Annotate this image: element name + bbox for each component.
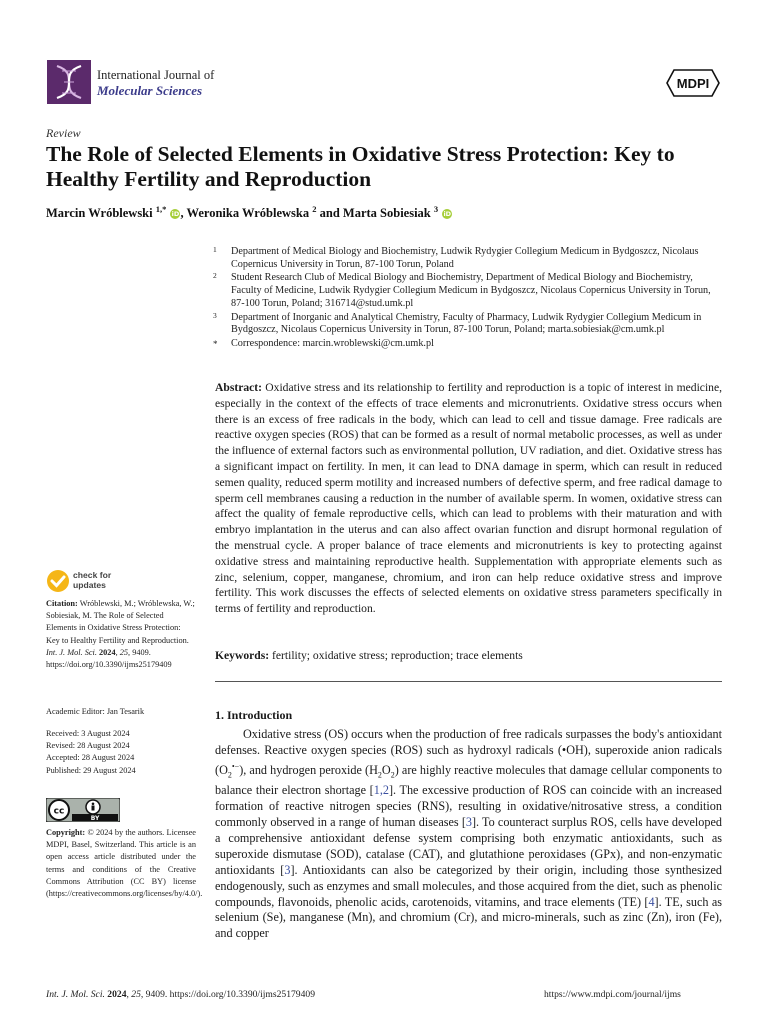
intro-text: Oxidative stress (OS) occurs when the production of free radicals surpasses the body's antioxidant defenses. Reactive oxygen species (ROS) such as hydroxyl radicals (•OH), superoxide anion radicals ( <box>215 727 722 777</box>
intro-text: ]. TE, such as selenium (Se), manganese (Mn), and chromium (Cr), and micro-minerals, such as zinc (Zn), iron (Fe), and copper <box>215 894 722 941</box>
abstract-label: Abstract: <box>215 381 263 394</box>
copyright-notice <box>46 827 203 900</box>
section-divider <box>215 681 722 682</box>
author-affiliation-ref: 1,* <box>155 204 167 214</box>
correspondence-text: Correspondence: marcin.wroblewski@cm.umk.pl <box>231 337 434 349</box>
keywords-label: Keywords: <box>215 649 270 662</box>
date-published: Published: 29 August 2024 <box>46 765 136 775</box>
affiliation-text: Department of Medical Biology and Biochemistry, Ludwik Rydygier Collegium Medicum in Bydgoszcz, Nicolaus Copernicus University in Torun, 87-100 Torun, Poland <box>231 246 699 270</box>
chem-h2o2: $H_2O_2$ <box>369 762 395 780</box>
reference-link[interactable]: 3 <box>465 815 472 830</box>
citation-doi[interactable]: , 9409. https://doi.org/10.3390/ijms25179409 <box>46 647 172 670</box>
check-for-updates-icon <box>46 569 70 593</box>
affiliation-item <box>213 312 725 337</box>
author-list <box>46 204 452 221</box>
cc-by-license-icon[interactable] <box>46 798 120 822</box>
check-for-updates-line2: updates <box>73 579 106 590</box>
affiliations <box>213 246 725 352</box>
abstract-text: Oxidative stress and its relationship to fertility and reproduction is a topic of interest in medicine, especially in the context of the effects of trace elements and micronutrients. Oxidative stress occurs when there is an excess of free radicals in the body, which can lead to cell and tissue damage. Free radicals are reactive oxygen species (ROS) that can be formed as a result of normal metabolic processes, as well as under the influence of external factors such as environmental pollution, UV radiation, and diet. Oxidative stress has a significant impact on fertility. In men, it can lead to DNA damage in sperm, which can result in reduced semen quality, reduced sperm motility and increased numbers of defective sperm, and free radical damage to sperm cell membranes causing a reduction in the number of available sperm. In women, oxidative stress can affect the quality of female reproductive cells, which can lead to problems with their maturation and with embryo implantation in the uterus and can also affect ovarian function and disrupt hormonal regulation of the menstrual cycle. A proper balance of trace elements and micronutrients is key to protecting against oxidative stress and maintaining reproductive health. Supplementation with appropriate elements such as zinc, selenium, copper, manganese, chromium, and iron can help reduce oxidative stress and improve fertility. This work discusses the effects of selected elements on oxidative stress parameters specifically in terms of fertility and reproduction. <box>215 381 723 616</box>
affiliation-text: Student Research Club of Medical Biology and Biochemistry, Department of Medical Biology and Biochemistry, Faculty of Medicine, Ludwik Rydygier Collegium Medicum in Bydgoszcz, Nicolaus Copernicus University in Torun, 87-100 Torun, Poland; 316714@stud.umk.pl <box>231 272 711 309</box>
mdpi-logo-text: MDPI <box>676 76 710 91</box>
footer-journal-url[interactable]: https://www.mdpi.com/journal/ijms <box>544 989 681 1000</box>
citation-block: Citation: Wróblewski, M.; Wróblewska, W.; Sobiesiak, M. The Role of Selected Elements in Oxidative Stress Protection: Key to Healthy Fertility and Reproduction. Int. J. Mol. Sci. 2024, 25, 9409. https://doi.org/10.3390/ijms25179409 <box>46 599 195 670</box>
intro-text: ]. Antioxidants can also be categorized by their origin, including those synthesized endogenously, such as enzymes and small molecules, and those acquired from the diet, such as phenolic compounds, flavonoids, phenolic acids, carotenoids, vitamins, and trace elements (TE) [ <box>215 862 722 909</box>
affiliation-number: 2 <box>213 271 217 281</box>
footer-volume: 25 <box>131 989 141 1000</box>
citation-text: Wróblewski, M.; Wróblewska, W.; Sobiesiak, M. The Role of Selected Elements in Oxidative Stress Protection: Key to Healthy Fertility and Reproduction. <box>46 599 195 645</box>
date-received: Received: 3 August 2024 <box>46 729 130 738</box>
reference-link[interactable]: 1,2 <box>373 783 389 798</box>
author-name[interactable]: Marcin Wróblewski <box>46 206 153 221</box>
citation-journal: Int. J. Mol. Sci. <box>46 647 97 657</box>
publication-dates <box>46 728 196 777</box>
reference-link[interactable]: 3 <box>284 862 291 877</box>
affiliation-item <box>213 272 725 310</box>
journal-name-line2: Molecular Sciences <box>97 83 203 98</box>
author-name[interactable]: Marta Sobiesiak <box>342 206 431 221</box>
footer-citation: Int. J. Mol. Sci. 2024, 25, 9409. https://doi.org/10.3390/ijms25179409 <box>46 989 315 1000</box>
orcid-icon[interactable]: iD <box>171 210 180 219</box>
citation-label: Citation: <box>46 599 78 608</box>
date-revised: Revised: 28 August 2024 <box>46 741 130 751</box>
intro-text: ), and hydrogen peroxide ( <box>239 762 370 777</box>
footer-journal: Int. J. Mol. Sci. <box>46 989 105 1000</box>
citation-volume: 25 <box>119 647 129 657</box>
correspondence-marker: * <box>213 338 218 349</box>
journal-name <box>97 68 214 98</box>
affiliation-number: 3 <box>213 310 217 320</box>
abstract <box>215 380 722 617</box>
affiliation-item <box>213 246 725 271</box>
author-separator: and <box>316 206 343 221</box>
journal-name-line1: International Journal of <box>97 68 215 82</box>
author-affiliation-ref: 3 <box>433 204 439 214</box>
article-type: Review <box>46 126 81 140</box>
intro-text: ) are highly reactive molecules that damage cellular components to balance their electron shortage [ <box>215 762 722 798</box>
intro-text: ]. To counteract surplus ROS, cells have developed a comprehensive antioxidant defense system comprising both enzymatic antioxidants, such as superoxide dismutase (SOD), catalase (CAT), and glutathione peroxidases (GPx), and non-enzymatic antioxidants [ <box>215 815 722 877</box>
journal-logo-icon <box>47 60 91 104</box>
reference-link[interactable]: 4 <box>648 894 655 909</box>
section-heading-introduction: 1. Introduction <box>215 708 293 722</box>
affiliation-text: Department of Inorganic and Analytical Chemistry, Faculty of Pharmacy, Ludwik Rydygier Collegium Medicum in Bydgoszcz, Nicolaus Copernicus University in Torun, 87-100 Torun, Poland; marta.sobiesiak@cm.umk.pl <box>231 311 702 336</box>
academic-editor: Academic Editor: Jan Tesarik <box>46 707 145 716</box>
check-for-updates-line1: check for <box>73 570 112 580</box>
affiliation-number: 1 <box>213 245 217 254</box>
mdpi-logo-icon[interactable] <box>666 68 720 98</box>
article-title: The Role of Selected Elements in Oxidative Stress Protection: Key to Healthy Fertility and Reproduction <box>46 142 675 191</box>
correspondence-item <box>213 338 725 351</box>
chem-o2: $O_2^{•-}$ <box>219 761 240 780</box>
author-affiliation-ref: 2 <box>312 204 317 214</box>
date-accepted: Accepted: 28 August 2024 <box>46 753 135 763</box>
check-for-updates-badge[interactable] <box>46 569 166 593</box>
introduction-paragraph <box>215 727 722 942</box>
author-separator: , <box>180 206 187 221</box>
orcid-icon[interactable]: iD <box>443 210 452 219</box>
footer-doi[interactable]: , 9409. https://doi.org/10.3390/ijms25179409 <box>140 989 315 1000</box>
cc-label: cc <box>53 806 65 817</box>
keywords-text: fertility; oxidative stress; reproduction; trace elements <box>272 649 523 662</box>
intro-text: ]. The excessive production of ROS can coincide with an increased formation of reactive nitrogen species (RNS), resulting in oxidative/nitrosative stress, a condition commonly observed in a range of human diseases [ <box>215 783 723 830</box>
by-label: BY <box>90 815 100 822</box>
author-name[interactable]: Weronika Wróblewska <box>186 206 310 221</box>
copyright-label: Copyright: <box>46 828 86 837</box>
copyright-text: © 2024 by the authors. Licensee MDPI, Basel, Switzerland. This article is an open access article distributed under the terms and conditions of the Creative Commons Attribution (CC BY) license (https://creativecommons.org/licenses/by/4.0/). <box>46 828 203 899</box>
keywords <box>215 648 722 663</box>
footer-year: 2024 <box>107 989 127 1000</box>
citation-year: 2024 <box>99 647 116 657</box>
